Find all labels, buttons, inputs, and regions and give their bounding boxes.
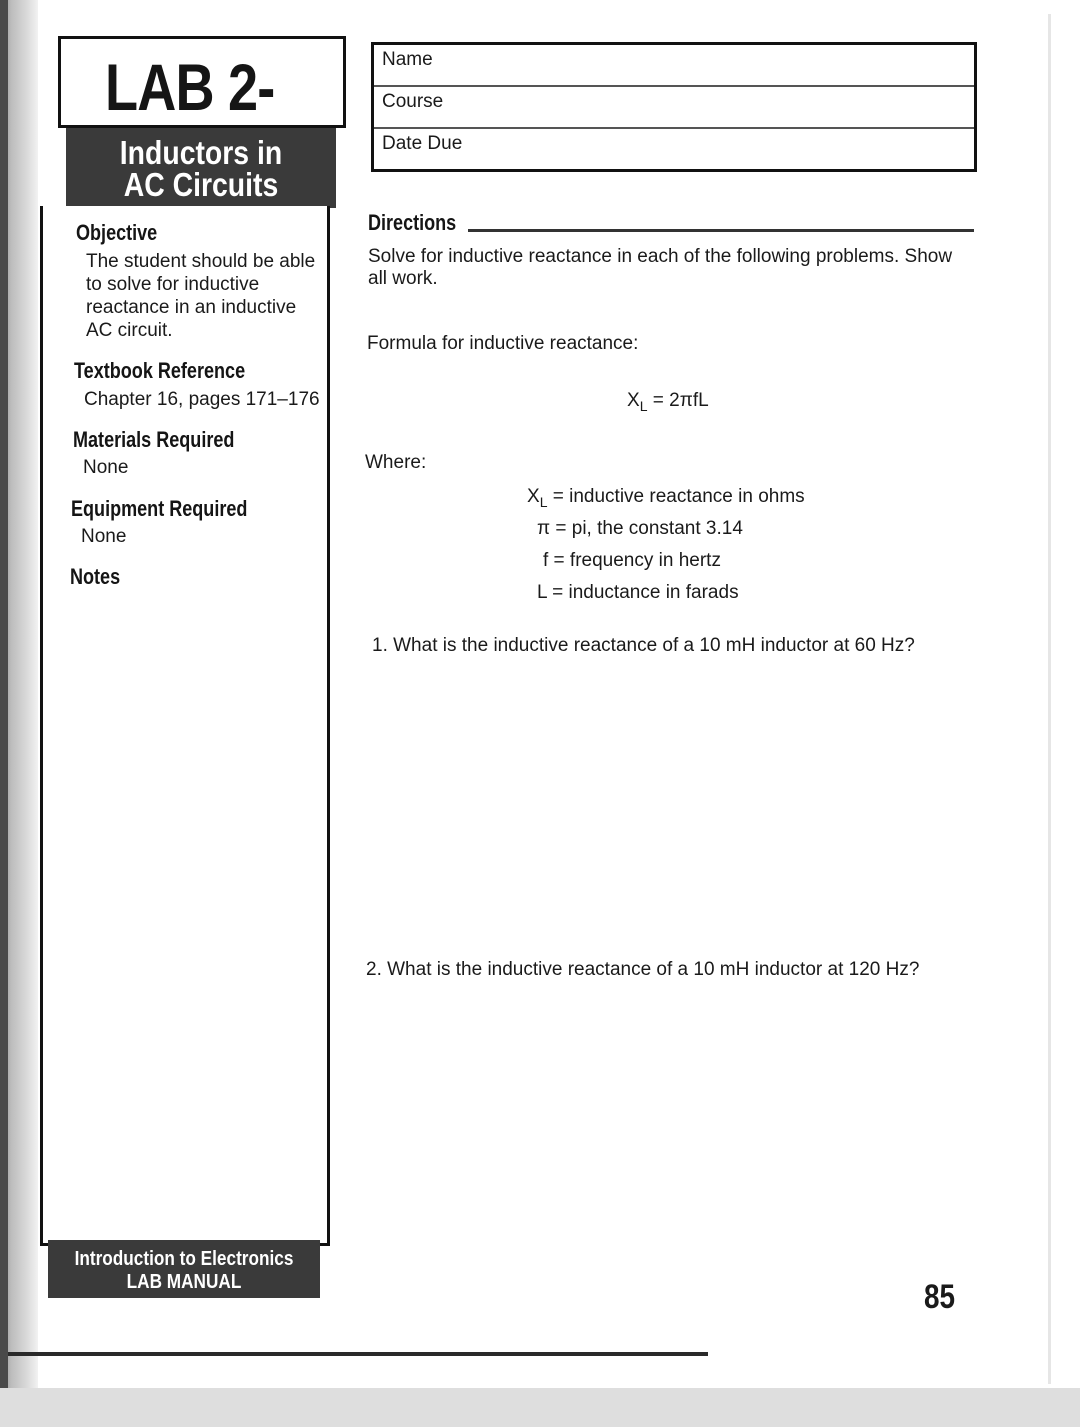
- manual-footer-line1: Introduction to Electronics: [74, 1248, 294, 1270]
- lab-number: LAB 2-: [105, 50, 275, 124]
- sidebar-panel: [40, 206, 330, 1246]
- definition-xl-var: X: [527, 486, 540, 507]
- formula-subscript: L: [639, 398, 648, 414]
- directions-heading: Directions: [368, 210, 457, 235]
- definition-l: L = inductance in farads: [537, 582, 739, 603]
- equipment-text: None: [81, 526, 127, 547]
- date-due-label: Date Due: [382, 133, 463, 154]
- formula-var: X: [627, 390, 640, 411]
- objective-text: The student should be able to solve for inductive reactance in an inductive AC circuit.: [86, 251, 316, 341]
- equipment-heading: Equipment Required: [71, 496, 248, 521]
- question-2: 2. What is the inductive reactance of a 10 mH inductor at 120 Hz?: [366, 959, 920, 980]
- book-binding-edge: [0, 0, 8, 1390]
- scan-background-strip: [0, 1388, 1080, 1427]
- page-bottom-edge: [8, 1352, 708, 1356]
- name-field[interactable]: [374, 45, 974, 87]
- notes-heading: Notes: [70, 564, 121, 589]
- textbook-heading: Textbook Reference: [74, 358, 246, 383]
- definition-xl: [527, 486, 805, 508]
- lab-title-line1: Inductors in: [119, 134, 283, 171]
- course-field[interactable]: [374, 87, 974, 129]
- date-due-field[interactable]: [374, 129, 974, 171]
- objective-heading: Objective: [76, 220, 158, 245]
- lab-title-line2: AC Circuits: [123, 166, 279, 203]
- name-label: Name: [382, 49, 433, 70]
- question-1: 1. What is the inductive reactance of a 10 mH inductor at 60 Hz?: [372, 635, 915, 656]
- directions-text: Solve for inductive reactance in each of the following problems. Show all work.: [368, 246, 953, 289]
- where-label: Where:: [365, 452, 427, 473]
- formula: [627, 390, 709, 412]
- manual-footer-line2: LAB MANUAL: [126, 1271, 242, 1293]
- textbook-text: Chapter 16, pages 171–176: [84, 389, 320, 410]
- page-number: 85: [924, 1278, 956, 1316]
- definition-pi: π = pi, the constant 3.14: [537, 518, 743, 539]
- materials-text: None: [83, 457, 129, 478]
- lab-manual-footer: [48, 1240, 320, 1298]
- materials-heading: Materials Required: [73, 427, 235, 452]
- lab-title-banner: [66, 128, 336, 208]
- student-info-box: [371, 42, 977, 172]
- formula-rhs: = 2πfL: [647, 390, 709, 411]
- lab-number-box: [58, 36, 346, 128]
- definition-xl-text: = inductive reactance in ohms: [547, 486, 805, 507]
- page-right-edge: [1048, 14, 1051, 1384]
- definition-xl-subscript: L: [539, 494, 548, 510]
- definition-f: f = frequency in hertz: [543, 550, 721, 571]
- course-label: Course: [382, 91, 444, 112]
- directions-rule: [468, 229, 974, 232]
- formula-intro: Formula for inductive reactance:: [367, 333, 639, 354]
